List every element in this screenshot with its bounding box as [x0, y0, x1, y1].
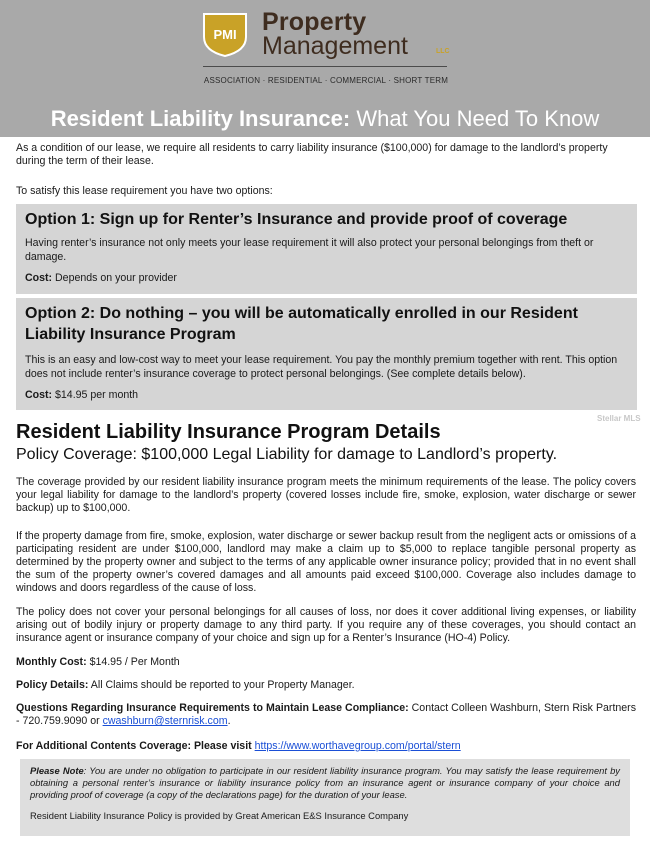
- details-paragraph-3: The policy does not cover your personal belongings for all causes of loss, nor does it cover additional living expenses, or liability arising out of bodily injury or property damage to any third party. If you require any of these coverages, you should contact an insurance agent or insurance company of your choice and sign up for a Renter’s Insurance (HO-4) Policy.: [16, 606, 636, 644]
- option-1-title: Option 1: Sign up for Renter’s Insurance and provide proof of coverage: [25, 211, 568, 228]
- policy-details-value: All Claims should be reported to your Property Manager.: [88, 679, 355, 691]
- company-tagline: ASSOCIATION · RESIDENTIAL · COMMERCIAL · SHORT TERM: [203, 76, 449, 85]
- policy-coverage-heading: Policy Coverage: $100,000 Legal Liability for damage to Landlord’s property.: [16, 446, 558, 463]
- option-1-body: Having renter’s insurance not only meets your lease requirement it will also protect your personal belongings from theft or damage.: [25, 237, 594, 263]
- option-1-cost-value: Depends on your provider: [52, 272, 177, 284]
- details-heading: Resident Liability Insurance Program Details: [16, 421, 441, 443]
- intro-options-line: To satisfy this lease requirement you have two options:: [16, 185, 273, 197]
- option-2-title: Option 2: Do nothing – you will be automatically enrolled in our Resident Liability Insurance Program: [25, 305, 578, 343]
- title-bold: Resident Liability Insurance:: [50, 106, 351, 131]
- details-paragraph-2: If the property damage from fire, smoke, explosion, water discharge or sewer backup result from the negligent acts or omissions of a participating resident are under $100,000, landlord may make a claim up to $5,000 to replace tangible personal property as determined by the property owner and subject to the terms of any applicable owner insurance policy; provided that in no event shall the sum of the property owner’s covered damages and all amounts paid exceed $100,000. Coverage also includes damage to windows and doors regardless of the cause of loss.: [16, 530, 636, 594]
- monthly-cost-value: $14.95 / Per Month: [86, 656, 180, 668]
- additional-coverage-label: For Additional Contents Coverage: Please visit: [16, 740, 255, 752]
- page-title: [0, 106, 650, 132]
- option-2-cost-value: $14.95 per month: [52, 389, 139, 401]
- contact-email-link[interactable]: cwashburn@sternrisk.com: [102, 715, 228, 727]
- note-box: [20, 759, 630, 836]
- additional-coverage-line: [16, 740, 636, 753]
- questions-label: Questions Regarding Insurance Requirements to Maintain Lease Compliance:: [16, 702, 409, 714]
- questions-end: .: [227, 715, 231, 727]
- option-1-box: [16, 204, 637, 294]
- logo-badge-text: PMI: [213, 27, 237, 42]
- option-2-cost: [25, 389, 628, 401]
- policy-details-label: Policy Details:: [16, 679, 89, 691]
- option-2-body: This is an easy and low-cost way to meet your lease requirement. You pay the monthly premium together with rent. This option does not include renter’s insurance coverage to protect personal belongings. (See complete details below).: [25, 354, 618, 380]
- note-body: : You are under no obligation to participate in our resident liability insurance program. You may satisfy the lease requirement by obtaining a personal renter’s insurance or liability insurance policy from an insurance agent or insurance company of your choice and providing proof of coverage (a copy of the declarations page) for the duration of your lease.: [30, 765, 620, 800]
- questions-contact: Contact Colleen Washburn, Stern Risk Partners - 720.759.9090 or: [16, 702, 636, 727]
- note-text: [30, 765, 620, 801]
- logo-llc: LLC: [436, 48, 450, 55]
- logo-word-management: Management: [262, 32, 408, 60]
- monthly-cost-line: [16, 656, 636, 669]
- title-rest: What You Need To Know: [350, 106, 600, 131]
- details-paragraph-1: The coverage provided by our resident liability insurance program meets the minimum requirements of the lease. The policy covers your legal liability for damage to the landlord’s property (covered losses include fire, smoke, explosion, water discharge or sewer backup) up to $100,000.: [16, 476, 636, 514]
- logo-word-property: Property: [262, 8, 367, 36]
- option-2-cost-label: Cost:: [25, 389, 53, 401]
- option-1-cost-label: Cost:: [25, 272, 53, 284]
- pmi-logo-icon: [200, 11, 250, 57]
- questions-line: [16, 702, 636, 728]
- insurance-provider-line: Resident Liability Insurance Policy is provided by Great American E&S Insurance Company: [30, 810, 409, 821]
- header-divider: [203, 66, 447, 67]
- worthave-portal-link[interactable]: https://www.worthavegroup.com/portal/stern: [254, 740, 461, 752]
- mls-watermark: Stellar MLS: [597, 414, 641, 423]
- option-2-box: [16, 298, 637, 410]
- option-1-cost: [25, 272, 628, 284]
- policy-details-line: [16, 679, 636, 692]
- monthly-cost-label: Monthly Cost:: [16, 656, 87, 668]
- intro-paragraph: As a condition of our lease, we require all residents to carry liability insurance ($100,000) for damage to the landlord’s property during the term of their lease.: [16, 142, 608, 167]
- header-banner: [0, 0, 650, 137]
- note-label: Please Note: [30, 765, 84, 776]
